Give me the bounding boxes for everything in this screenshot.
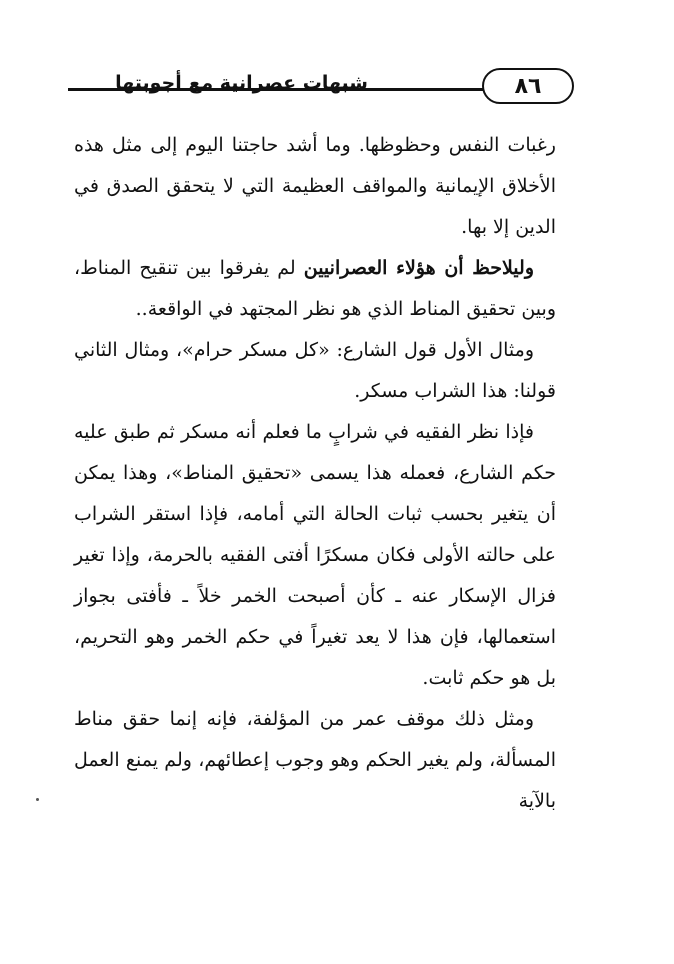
paragraph-2-rest: لم يفرقوا بين تنقيح المناط، وبين تحقيق المناط الذي هو نظر المجتهد في الواقعة.. — [74, 257, 556, 320]
paragraph-3: ومثال الأول قول الشارع: «كل مسكر حرام»، ومثال الثاني قولنا: هذا الشراب مسكر. — [74, 339, 556, 402]
paragraph-4: فإذا نظر الفقيه في شرابٍ ما فعلم أنه مسكر ثم طبق عليه حكم الشارع، فعمله هذا يسمى «تحقيق المناط»، وهذا يمكن أن يتغير بحسب ثبات الحالة التي أمامه، فإذا استقر الشراب على حالته الأولى فكان مسكرًا أفتى الفقيه بالحرمة، وإذا تغير فزال الإسكار عنه ـ كأن أصبحت الخمر خلاً ـ فأفتى بجواز استعمالها، فإن هذا لا يعد تغيراً في حكم الخمر وهو التحريم، بل هو حكم ثابت. — [74, 421, 556, 689]
page-number: ٨٦ — [482, 68, 574, 104]
paragraph-1: رغبات النفس وحظوظها. وما أشد حاجتنا اليوم إلى مثل هذه الأخلاق الإيمانية والمواقف العظيمة التي لا يتحقق الصدق في الدين إلا بها. — [74, 134, 556, 238]
paragraph-2 — [74, 248, 556, 330]
header-rule — [68, 88, 484, 91]
page-header — [68, 58, 574, 108]
paragraph-2-bold: وليلاحظ أن هؤلاء العصرانيين — [303, 257, 535, 279]
book-title: شبهات عصرانية مع أجوبتها — [115, 72, 368, 94]
page-body — [74, 125, 556, 822]
margin-dot — [36, 798, 39, 801]
paragraph-5: ومثل ذلك موقف عمر من المؤلفة، فإنه إنما حقق مناط المسألة، ولم يغير الحكم وهو وجوب إعطائهم، ولم يمنع العمل بالآية — [74, 708, 556, 812]
